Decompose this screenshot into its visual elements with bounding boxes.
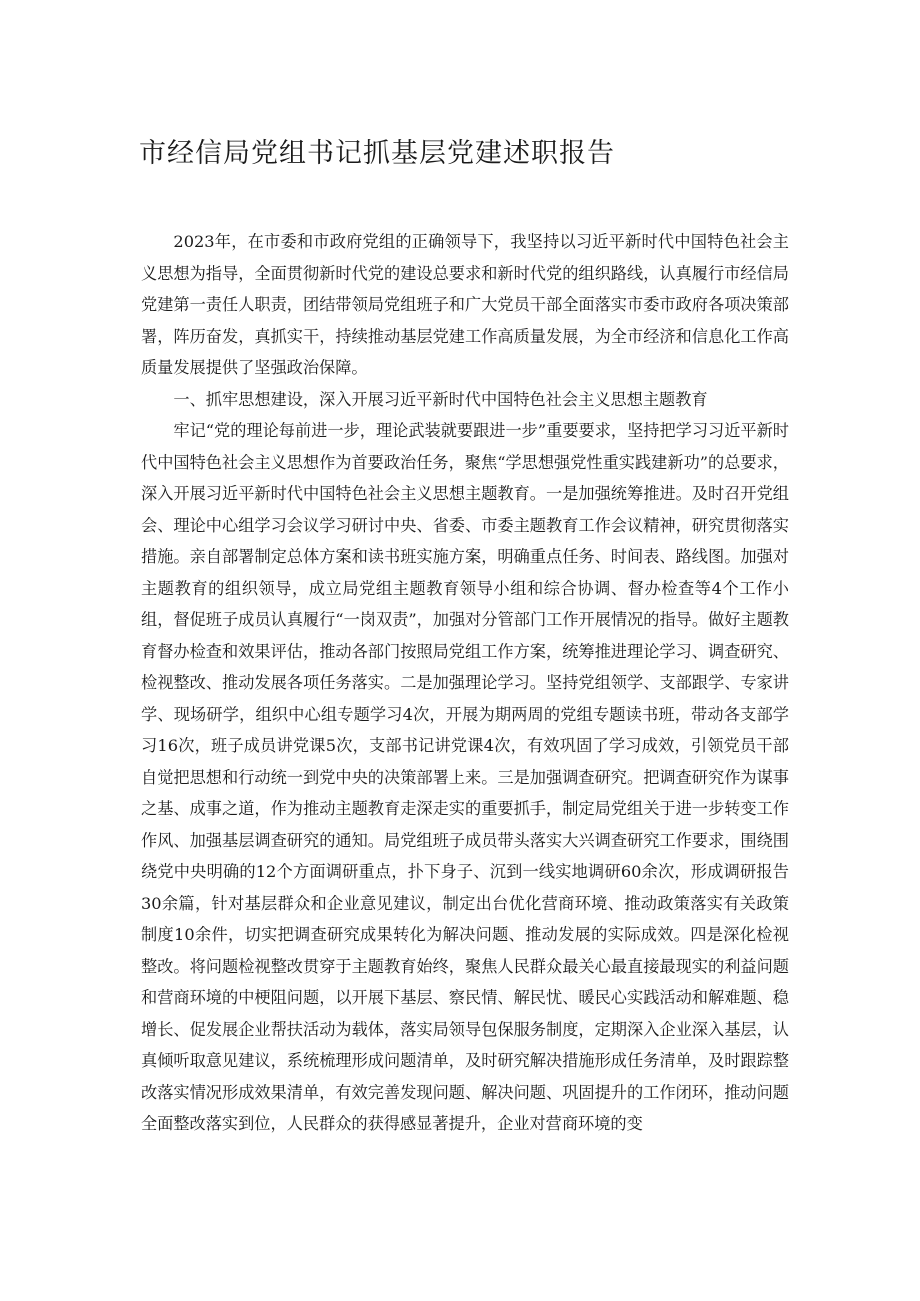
document-title: 市经信局党组书记抓基层党建述职报告: [139, 138, 615, 169]
document-body: [141, 226, 789, 1140]
section-heading-1: 一、抓牢思想建设，深入开展习近平新时代中国特色社会主义思想主题教育: [173, 389, 708, 409]
intro-paragraph: 2023年，在市委和市政府党组的正确领导下，我坚持以习近平新时代中国特色社会主义思想为指导，全面贯彻新时代党的建设总要求和新时代党的组织路线，认真履行市经信局党建第一责任人职责，团结带领局党组班子和广大党员干部全面落实市委市政府各项决策部署，阵历奋发，真抓实干，持续推动基层党建工作高质量发展，为全市经济和信息化工作高质量发展提供了坚强政治保障。: [141, 232, 789, 377]
section-1-paragraph: 牢记“党的理论每前进一步，理论武装就要跟进一步”重要要求，坚持把学习习近平新时代中国特色社会主义思想作为首要政治任务，聚焦“学思想强党性重实践建新功”的总要求，深入开展习近平新时代中国特色社会主义思想主题教育。一是加强统筹推进。及时召开党组会、理论中心组学习会议学习研讨中央、省委、市委主题教育工作会议精神，研究贯彻落实措施。亲自部署制定总体方案和读书班实施方案，明确重点任务、时间表、路线图。加强对主题教育的组织领导，成立局党组主题教育领导小组和综合协调、督办检查等4个工作小组，督促班子成员认真履行“一岗双责”，加强对分管部门工作开展情况的指导。做好主题教育督办检查和效果评估，推动各部门按照局党组工作方案，统筹推进理论学习、调查研究、检视整改、推动发展各项任务落实。二是加强理论学习。坚持党组领学、支部跟学、专家讲学、现场研学，组织中心组专题学习4次，开展为期两周的党组专题读书班，带动各支部学习16次，班子成员讲党课5次，支部书记讲党课4次，有效巩固了学习成效，引领党员干部自觉把思想和行动统一到党中央的决策部署上来。三是加强调查研究。把调查研究作为谋事之基、成事之道，作为推动主题教育走深走实的重要抓手，制定局党组关于进一步转变工作作风、加强基层调查研究的通知。局党组班子成员带头落实大兴调查研究工作要求，围绕围绕党中央明确的12个方面调研重点，扑下身子、沉到一线实地调研60余次，形成调研报告30余篇，针对基层群众和企业意见建议，制定出台优化营商环境、推动政策落实有关政策制度10余件，切实把调查研究成果转化为解决问题、推动发展的实际成效。四是深化检视整改。将问题检视整改贯穿于主题教育始终，聚焦人民群众最关心最直接最现实的利益问题和营商环境的中梗阻问题，以开展下基层、察民情、解民忧、暖民心实践活动和解难题、稳增长、促发展企业帮扶活动为载体，落实局领导包保服务制度，定期深入企业深入基层，认真倾听取意见建议，系统梳理形成问题清单，及时研究解决措施形成任务清单，及时跟踪整改落实情况形成效果清单，有效完善发现问题、解决问题、巩固提升的工作闭环，推动问题全面整改落实到位，人民群众的获得感显著提升，企业对营商环境的变: [141, 421, 789, 1133]
